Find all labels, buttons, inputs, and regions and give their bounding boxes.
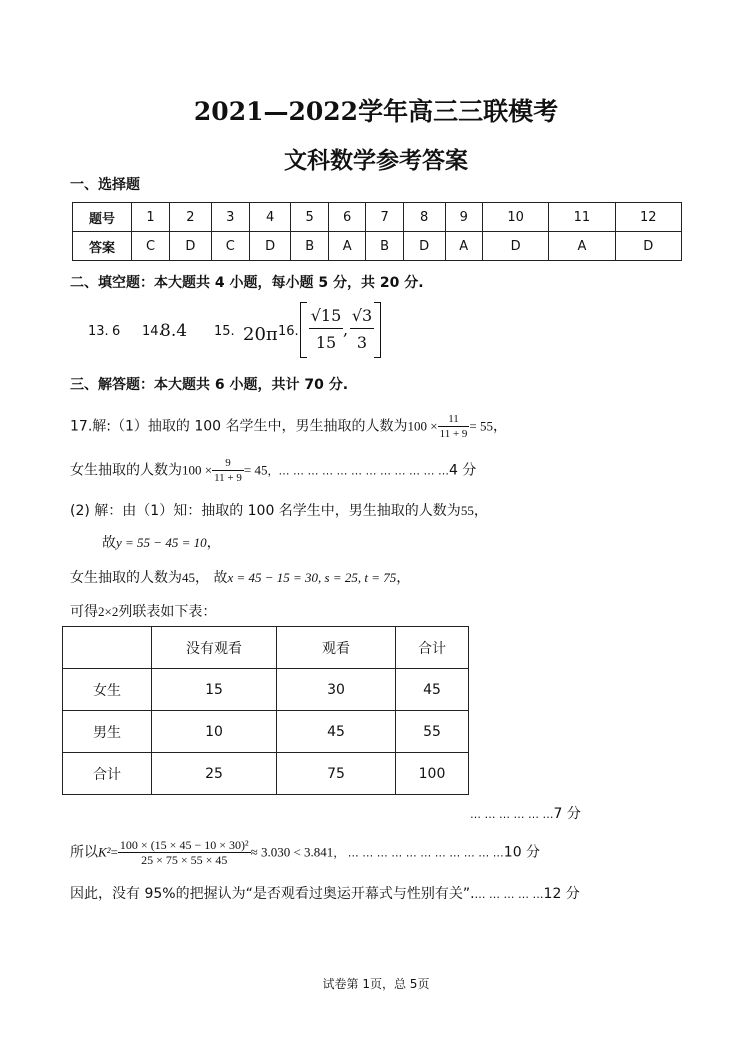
answer-row-label: 答案 (73, 232, 132, 261)
table-corner-cell (63, 627, 152, 669)
left-bracket (300, 302, 307, 358)
k-squared-line (70, 838, 540, 867)
q16-fraction-a-denominator: 15 (315, 333, 337, 352)
table-cell: 45 (277, 711, 396, 753)
table-header-cell: 没有观看 (152, 627, 277, 669)
table-row-label: 女生 (63, 669, 152, 711)
answer-row (73, 232, 682, 261)
question-cell: 12 (615, 203, 681, 232)
right-bracket (374, 302, 381, 358)
conclusion-text: 因此，没有 95%的把握认为“是否观看过奥运开幕式与性别有关”. (70, 886, 475, 902)
conclusion-score: 12 分 (543, 886, 580, 902)
contingency-table (62, 626, 469, 795)
line6-text-a: 可得 (70, 604, 98, 620)
answer-cell: D (249, 232, 291, 261)
line5-end: ， (396, 570, 411, 586)
table-cell: 45 (396, 669, 469, 711)
k-equals: = (110, 844, 118, 860)
question-cell: 8 (403, 203, 445, 232)
conclusion-dots: … … … … … (474, 888, 544, 901)
q16-fraction-b-numerator: √3 (350, 304, 374, 329)
table-cell: 75 (277, 753, 396, 795)
q16-label: 16. (278, 324, 299, 339)
fraction-numerator: 11 (438, 412, 470, 427)
line1-end: ， (493, 418, 507, 435)
solution17-line2 (70, 456, 476, 485)
k-result: ≈ 3.030 < 3.841 (250, 844, 334, 860)
line1-math-result: = 55 (469, 418, 493, 434)
table-cell: 55 (396, 711, 469, 753)
score7-value: 7 分 (553, 806, 581, 822)
fraction-denominator: 11 + 9 (439, 428, 468, 440)
table-row (63, 753, 469, 795)
line1-text: 17.解:（1）抽取的 100 名学生中，男生抽取的人数为 (70, 418, 408, 435)
line4-math: y = 55 − 45 = 10 (116, 535, 207, 550)
section3-heading: 三、解答题：本大题共 6 小题，共计 70 分. (70, 377, 349, 393)
line5-text: 女生抽取的人数为 (70, 570, 182, 586)
line2-text: 女生抽取的人数为 (70, 462, 182, 479)
k-fraction (118, 838, 251, 867)
question-cell: 6 (328, 203, 365, 232)
line1-math-prefix: 100 × (407, 418, 438, 434)
page-footer: 试卷第 1页，总 5页 (322, 977, 430, 991)
q14-label: 14. (142, 324, 163, 339)
fraction-denominator: 11 + 9 (214, 472, 242, 484)
solution17-line4 (102, 532, 221, 552)
q13-answer: 6 (112, 324, 121, 339)
question-cell: 4 (249, 203, 291, 232)
table-header-cell: 观看 (277, 627, 396, 669)
question-number-row (73, 203, 682, 232)
q14-answer: 8.4 (160, 321, 188, 341)
table-cell: 25 (152, 753, 277, 795)
table-row (63, 711, 469, 753)
answer-cell: A (445, 232, 482, 261)
fraction-numerator: 100 × (15 × 45 − 10 × 30)² (119, 838, 249, 852)
score7-dots: … … … … … … (470, 808, 554, 821)
answer-cell: B (291, 232, 329, 261)
line2-math-prefix: 100 × (182, 462, 213, 478)
answer-cell: C (132, 232, 170, 261)
line5-math2: x = 45 − 15 = 30, s = 25, t = 75 (227, 570, 397, 585)
answer-cell: D (403, 232, 445, 261)
line5-math1: 45 (182, 570, 195, 585)
table-row-label: 男生 (63, 711, 152, 753)
answer-cell: D (615, 232, 681, 261)
q15-label: 15. (214, 324, 235, 339)
question-cell: 2 (170, 203, 212, 232)
fraction-denominator: 25 × 75 × 55 × 45 (141, 853, 228, 867)
line2-fraction (212, 456, 244, 485)
q13-label: 13. (88, 324, 109, 339)
document-subtitle: 文科数学参考答案 (284, 147, 468, 174)
line1-fraction (438, 412, 470, 441)
line3-end: ， (473, 503, 488, 519)
conclusion-line (70, 883, 580, 903)
answer-cell: A (328, 232, 365, 261)
section1-heading: 一、选择题 (70, 177, 140, 193)
question-cell: 10 (482, 203, 548, 232)
line2-score: 4 分 (448, 462, 477, 479)
k-line-text: 所以 (70, 844, 98, 861)
k-line-score: 10 分 (503, 844, 541, 861)
table-header-row (63, 627, 469, 669)
solution17-line3 (70, 500, 488, 520)
question-row-label: 题号 (73, 203, 132, 232)
line6-text-b: 列联表如下表： (118, 604, 217, 620)
section2-heading: 二、填空题：本大题共 4 小题，每小题 5 分，共 20 分. (70, 275, 424, 291)
line4-text: 故 (102, 535, 116, 551)
line3-math: 55 (460, 503, 474, 518)
question-cell: 1 (132, 203, 170, 232)
solution17-line6 (70, 601, 216, 621)
line4-end: ， (206, 535, 221, 551)
table-cell: 30 (277, 669, 396, 711)
k-symbol: K² (98, 844, 111, 860)
choice-answer-table (72, 202, 682, 261)
table-row (63, 669, 469, 711)
fraction-numerator: 9 (212, 456, 244, 471)
table-header-cell: 合计 (396, 627, 469, 669)
question-cell: 5 (291, 203, 329, 232)
line5-mid: ， 故 (195, 570, 228, 586)
question-cell: 11 (549, 203, 615, 232)
answer-cell: D (170, 232, 212, 261)
score-line-7 (470, 803, 581, 823)
q16-fraction-b-denominator: 3 (356, 333, 368, 352)
q16-fraction-a-numerator: √15 (309, 304, 343, 329)
table-cell: 10 (152, 711, 277, 753)
question-cell: 7 (366, 203, 404, 232)
answer-cell: C (211, 232, 249, 261)
table-row-label: 合计 (63, 753, 152, 795)
line2-math-result: = 45 (243, 462, 268, 478)
solution17-line5 (70, 567, 410, 587)
table-cell: 100 (396, 753, 469, 795)
answer-cell: A (549, 232, 615, 261)
line2-dots: ，… … … … … … … … … … … … (267, 464, 449, 478)
answer-cell: B (366, 232, 404, 261)
q16-comma: , (343, 320, 349, 339)
q15-answer: 20π (243, 324, 278, 345)
question-cell: 3 (211, 203, 249, 232)
line6-math: 2×2 (98, 604, 119, 619)
answer-cell: D (482, 232, 548, 261)
table-cell: 15 (152, 669, 277, 711)
k-line-dots: ， … … … … … … … … … … … (333, 846, 504, 860)
question-cell: 9 (445, 203, 482, 232)
line3-text: (2) 解：由（1）知：抽取的 100 名学生中，男生抽取的人数为 (70, 503, 461, 519)
document-title: 2021—2022学年高三三联模考 (193, 97, 559, 126)
solution17-line1 (70, 412, 507, 441)
